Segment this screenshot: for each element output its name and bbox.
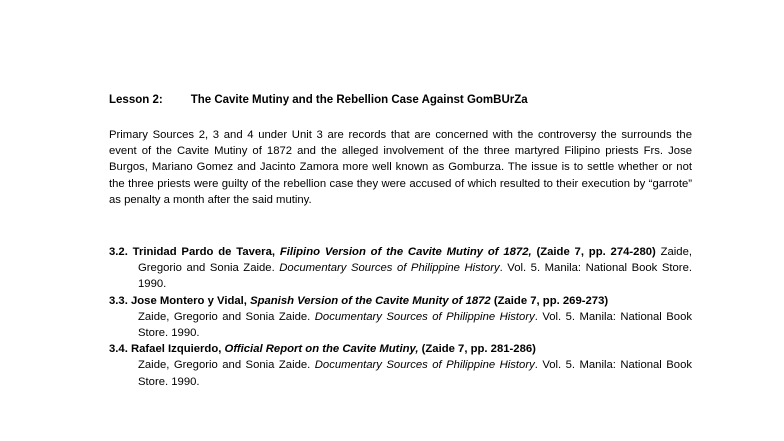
source-reference: [109, 357, 692, 389]
source-number: 3.2.: [109, 246, 128, 258]
source-title: Official Report on the Cavite Mutiny,: [224, 343, 419, 356]
reference-publication: . Vol. 5. Manila: National Book Store. 1990.: [138, 359, 692, 388]
source-citation: (Zaide 7, pp. 281-286): [421, 343, 536, 356]
source-item: [109, 244, 692, 293]
reference-book-title: Documentary Sources of Philippine History: [314, 359, 535, 372]
source-item: [109, 341, 692, 390]
reference-authors: Zaide, Gregorio and Sonia Zaide.: [138, 246, 693, 275]
reference-book-title: Documentary Sources of Philippine History: [314, 310, 535, 323]
source-citation: (Zaide 7, pp. 269-273): [493, 294, 609, 307]
reference-publication: . Vol. 5. Manila: National Book Store. 1990.: [138, 262, 692, 291]
source-reference: [109, 309, 692, 341]
source-title: Filipino Version of the Cavite Mutiny of 1872,: [279, 246, 532, 258]
source-author: Rafael Izquierdo,: [130, 343, 222, 356]
source-title: Spanish Version of the Cavite Munity of 1872: [250, 294, 491, 307]
intro-paragraph: Primary Sources 2, 3 and 4 under Unit 3 are records that are concerned with the controversy the surrounds the event of the Cavite Mutiny of 1872 and the alleged involvement of the three martyred Filipino priests Frs. Jose Burgos, Mariano Gomez and Jacinto Zamora more well known as Gomburza. The issue is to settle whether or not the three priests were guilty of the rebellion case they were accused of which resulted to their execution by “garrote” as penalty a month after the said mutiny.: [109, 129, 692, 206]
source-number: 3.3.: [109, 294, 128, 307]
sources-list: [109, 244, 692, 390]
reference-publication: . Vol. 5. Manila: National Book Store. 1990.: [138, 310, 692, 340]
source-author: Jose Montero y Vidal,: [130, 294, 247, 307]
lesson-title: The Cavite Mutiny and the Rebellion Case Against GomBUrZa: [190, 94, 528, 106]
source-heading: [109, 293, 692, 309]
lesson-heading: [109, 94, 528, 106]
reference-book-title: Documentary Sources of Philippine History: [279, 262, 500, 275]
source-number: 3.4.: [109, 343, 128, 356]
source-heading: [109, 341, 692, 357]
reference-authors: Zaide, Gregorio and Sonia Zaide.: [138, 359, 311, 372]
source-citation: (Zaide 7, pp. 274-280): [536, 246, 656, 258]
source-item: [109, 293, 692, 342]
source-author: Trinidad Pardo de Tavera,: [132, 246, 276, 258]
lesson-label: Lesson 2:: [109, 94, 163, 106]
reference-authors: Zaide, Gregorio and Sonia Zaide.: [138, 310, 311, 323]
